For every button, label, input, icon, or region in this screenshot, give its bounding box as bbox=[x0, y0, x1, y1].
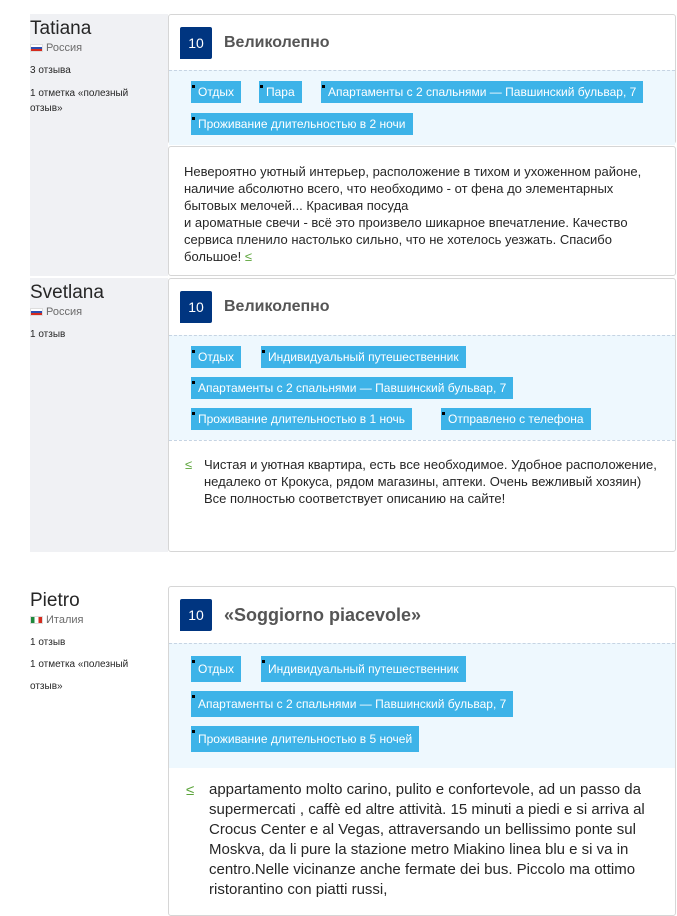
review-title: Великолепно bbox=[224, 298, 330, 315]
review-item bbox=[0, 586, 677, 900]
tag-stay-length: Проживание длительностью в 1 ночь bbox=[191, 408, 412, 430]
positive-review-icon: ≤ bbox=[185, 457, 193, 472]
reviewer-info bbox=[30, 586, 168, 900]
helpful-votes-line1: 1 отметка «полезный bbox=[30, 88, 129, 99]
review-tags bbox=[169, 70, 675, 145]
review-card bbox=[168, 586, 676, 916]
reviewer-country bbox=[30, 306, 160, 318]
tag-traveler-type: Индивидуальный путешественник bbox=[261, 656, 466, 682]
tag-stay-length: Проживание длительностью в 2 ночи bbox=[191, 113, 413, 135]
tag-device: Отправлено с телефона bbox=[441, 408, 591, 430]
country-label: Италия bbox=[46, 614, 84, 626]
review-header bbox=[169, 279, 675, 335]
reviewer-name[interactable]: Tatiana bbox=[30, 18, 92, 39]
review-text-content: appartamento molto carino, pulito e confortevole, ad un passo da supermercati , caffè ed altre attività. 15 minuti a piedi e si arriva al Crocus Center e al Vegas, attraversando un bellissimo ponte sul Moskva, da li pure la stazione metro Miakino linea blu e si va in centro.Nelle vicinanze anche fermate dei bus. Piccolo ma ottimo ristorantino con piatti russi, bbox=[209, 781, 645, 898]
helpful-votes-line2: отзыв» bbox=[30, 103, 63, 114]
tag-trip-type: Отдых bbox=[191, 346, 241, 368]
tag-traveler-type: Пара bbox=[259, 81, 302, 103]
helpful-votes bbox=[30, 86, 160, 116]
review-card bbox=[168, 278, 676, 552]
tag-room-type: Апартаменты с 2 спальнями — Павшинский бульвар, 7 bbox=[191, 377, 513, 399]
review-card bbox=[168, 14, 676, 144]
reviewer-country bbox=[30, 614, 160, 626]
italy-flag-icon bbox=[30, 616, 43, 624]
helpful-votes-line2: отзыв» bbox=[30, 681, 63, 692]
tag-traveler-type: Индивидуальный путешественник bbox=[261, 346, 466, 368]
review-text-content: Невероятно уютный интерьер, расположение в тихом и ухоженном районе, наличие абсолютно всего, что необходимо - от фена до элементарных бытовых мелочей... Красивая посуда и ароматные свечи - всё это произвело шикарное впечатление. Качество сервиса пленило настолько сильно, что не хотелось уезжать. Спасибо большое! bbox=[184, 164, 642, 264]
reviewer-info bbox=[30, 278, 168, 552]
review-count: 1 отзыв bbox=[30, 637, 66, 648]
positive-review-icon: ≤ bbox=[244, 249, 253, 264]
country-label: Россия bbox=[46, 42, 83, 54]
tag-trip-type: Отдых bbox=[191, 81, 241, 103]
review-item bbox=[0, 14, 677, 276]
reviewer-name[interactable]: Svetlana bbox=[30, 282, 104, 303]
review-title: Великолепно bbox=[224, 33, 330, 51]
review-text bbox=[169, 147, 675, 265]
tag-trip-type: Отдых bbox=[191, 656, 241, 682]
review-header bbox=[169, 15, 675, 70]
review-count: 1 отзыв bbox=[30, 329, 66, 340]
tag-room-type: Апартаменты с 2 спальнями — Павшинский бульвар, 7 bbox=[321, 81, 643, 103]
review-text-content: Чистая и уютная квартира, есть все необходимое. Удобное расположение, недалеко от Крокуса, рядом магазины, аптеки. Очень вежливый хозяин) Все полностью соответствует описанию на сайте! bbox=[204, 457, 657, 506]
russia-flag-icon bbox=[30, 308, 43, 316]
helpful-votes-line1: 1 отметка «полезный bbox=[30, 659, 129, 670]
review-tags bbox=[169, 643, 675, 768]
review-title: «Soggiorno piacevole» bbox=[224, 604, 422, 625]
review-score: 10 bbox=[180, 291, 212, 323]
positive-review-icon: ≤ bbox=[186, 782, 195, 799]
reviewer-info bbox=[30, 14, 168, 276]
country-label: Россия bbox=[46, 306, 83, 318]
reviewer-name[interactable]: Pietro bbox=[30, 590, 80, 611]
review-text bbox=[169, 441, 675, 507]
review-count: 3 отзыва bbox=[30, 65, 71, 76]
tag-stay-length: Проживание длительностью в 5 ночей bbox=[191, 726, 419, 752]
reviewer-country bbox=[30, 42, 160, 54]
review-text bbox=[169, 768, 675, 900]
review-item bbox=[0, 278, 677, 552]
review-score: 10 bbox=[180, 27, 212, 59]
tag-room-type: Апартаменты с 2 спальнями — Павшинский бульвар, 7 bbox=[191, 691, 513, 717]
review-header bbox=[169, 587, 675, 643]
review-tags bbox=[169, 335, 675, 440]
review-score: 10 bbox=[180, 599, 212, 631]
review-text-card bbox=[168, 146, 676, 276]
russia-flag-icon bbox=[30, 44, 43, 52]
